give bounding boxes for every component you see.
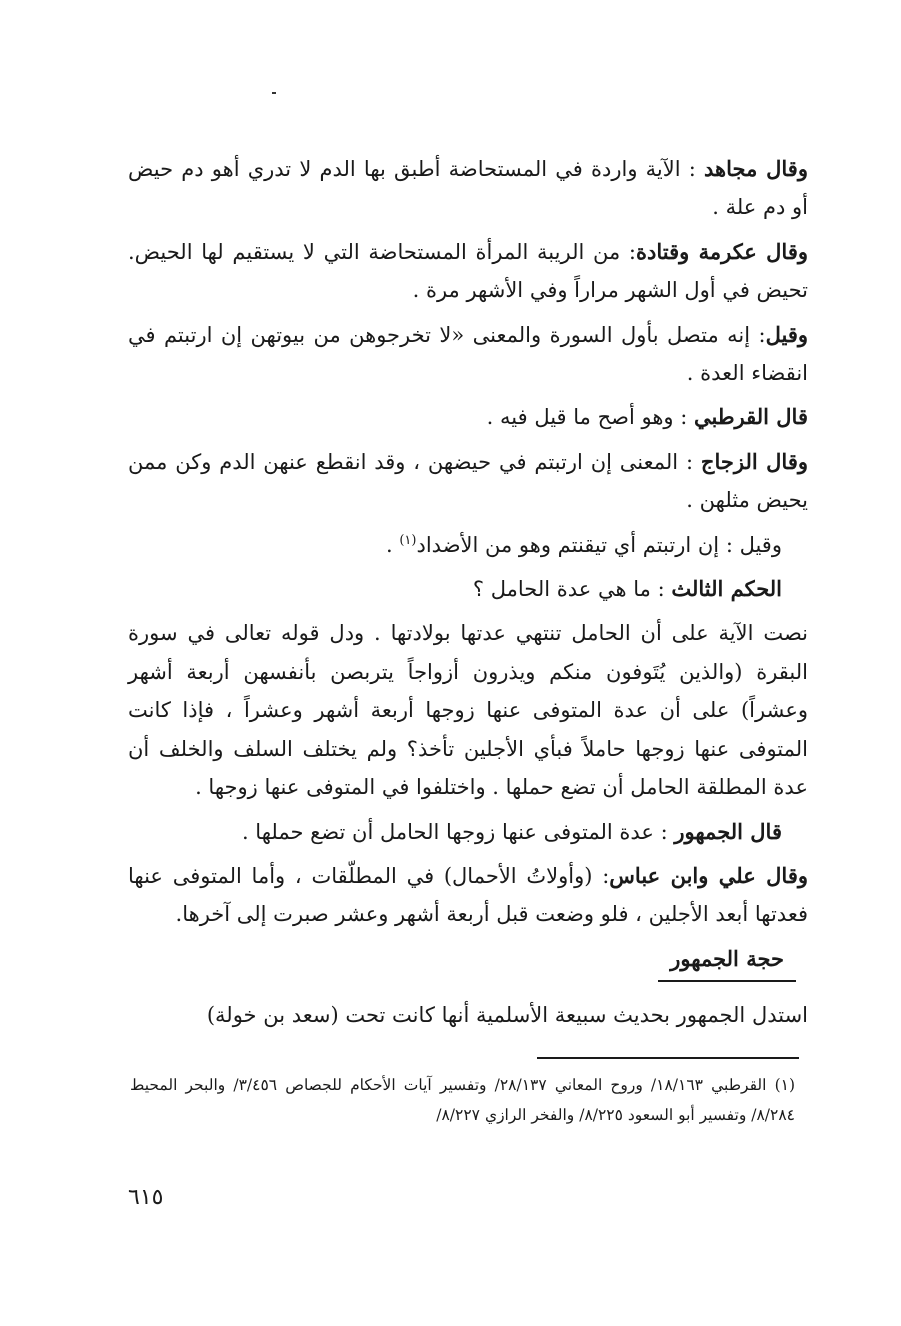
paragraph-third-ruling bbox=[128, 570, 808, 608]
paragraph-text: : من الريبة المرأة المستحاضة التي لا يستقيم لها الحيض. تحيض في أول الشهر مراراً وفي الأشهر مرة . bbox=[128, 239, 808, 303]
paragraph-verse-discussion bbox=[128, 614, 808, 806]
paragraph-text: : ما هي عدة الحامل ؟ bbox=[472, 577, 672, 602]
ruling-heading: الحكم الثالث bbox=[671, 576, 782, 602]
paragraph-text: وقيل : إن ارتبتم أي تيقنتم وهو من الأضداد bbox=[416, 532, 782, 557]
paragraph-jumhur bbox=[128, 813, 808, 851]
paragraph-text: استدل الجمهور بحديث سبيعة الأسلمية أنها كانت تحت (سعد بن خولة) bbox=[206, 1003, 808, 1028]
speaker-label: وقال علي وابن عباس bbox=[609, 862, 808, 888]
paragraph-text: : عدة المتوفى عنها زوجها الحامل أن تضع حملها . bbox=[241, 819, 675, 844]
footnote: (١) القرطبي ١٨/١٦٣/ وروح المعاني ٢٨/١٣٧/ وتفسير آيات الأحكام للجصاص ٣/٤٥٦/ والبحر المحيط ٨/٢٨٤/ وتفسير أبو السعود ٨/٢٢٥/ والفخر الرازي ٨/٢٢٧/ bbox=[130, 1076, 796, 1124]
paragraph-text: : المعنى إن ارتبتم في حيضهن ، وقد انقطع عنهن الدم وكن ممن يحيض مثلهن . bbox=[128, 449, 808, 513]
footnote-marker: (١) bbox=[399, 532, 417, 548]
paragraph-ali-ibn-abbas bbox=[128, 857, 808, 934]
paragraph-text: نصت الآية على أن الحامل تنتهي عدتها بولادتها . ودل قوله تعالى في سورة البقرة (والذين يُتَوفون منكم ويذرون أزواجاً يتربصن بأنفسهن أربعة أشهر وعشراً) على أن عدة المتوفى عنها زوجها أربعة أشهر وعشراً ، فإذا كانت المتوفى عنها زوجها حاملاً فبأي الأجلين تأخذ؟ ولم يختلف السلف والخلف أن عدة المطلقة الحامل أن تضع حملها . واختلفوا في المتوفى عنها زوجها . bbox=[128, 621, 808, 800]
page-number: ٦١٥ bbox=[128, 1185, 164, 1210]
paragraph-text: : (وأولاتُ الأحمال) في المطلّقات ، وأما المتوفى عنها فعدتها أبعد الأجلين ، فلو وضعت قبل أربعة أشهر وعشر صبرت إلى آخرها. bbox=[128, 863, 808, 927]
ink-speck bbox=[272, 92, 276, 94]
speaker-label: وقيل bbox=[765, 321, 808, 347]
page-body bbox=[128, 150, 808, 1041]
paragraph-text: : وهو أصح ما قيل فيه . bbox=[486, 405, 694, 430]
speaker-label: وقال الزجاج bbox=[700, 448, 808, 474]
paragraph-qeel bbox=[128, 316, 808, 393]
paragraph-text: : الآية واردة في المستحاضة أطبق بها الدم لا تدري أهو دم حيض أو دم علة . bbox=[128, 157, 808, 220]
section-heading-container bbox=[128, 940, 808, 982]
speaker-label: وقال مجاهد bbox=[704, 156, 808, 181]
paragraph-addad bbox=[128, 526, 808, 564]
paragraph-ikrima-qatada bbox=[128, 233, 808, 310]
paragraph-qurtubi bbox=[128, 398, 808, 436]
speaker-label: قال القرطبي bbox=[693, 404, 808, 430]
footnote-divider bbox=[537, 1057, 799, 1059]
speaker-label: قال الجمهور bbox=[674, 818, 782, 844]
paragraph-text: : إنه متصل بأول السورة والمعنى «لا تخرجوهن من بيوتهن إن ارتبتم في انقضاء العدة . bbox=[128, 322, 808, 386]
speaker-label: وقال عكرمة وقتادة bbox=[636, 238, 809, 264]
paragraph-zajjaj bbox=[128, 443, 808, 520]
paragraph-last-line bbox=[128, 996, 808, 1034]
paragraph-tail: . bbox=[385, 532, 400, 557]
paragraph-mujahid bbox=[128, 150, 808, 227]
section-heading: حجة الجمهور bbox=[658, 940, 796, 982]
